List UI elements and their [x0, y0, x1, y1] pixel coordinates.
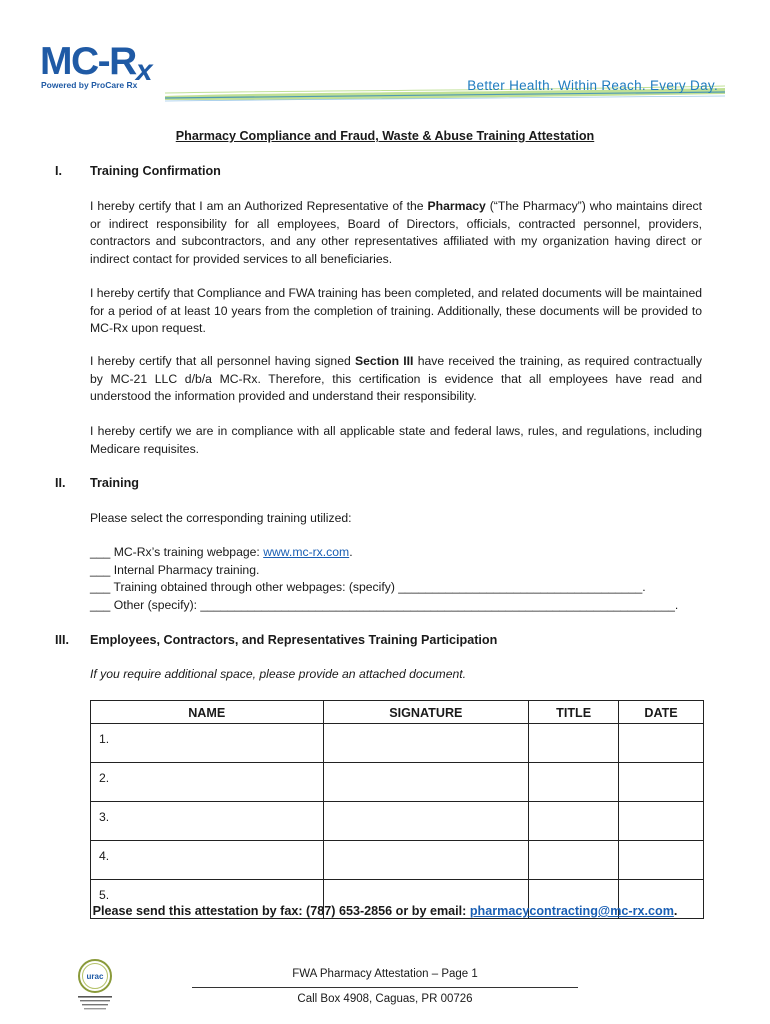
section-1-number: I.: [55, 164, 62, 178]
section-1-paragraph-1: [90, 198, 702, 268]
p1-text-a: I hereby certify that I am an Authorized Representative of the: [90, 199, 428, 213]
document-title: [0, 128, 770, 146]
p1-text-b: (“The Pharmacy”) who maintains direct or indirect responsibility for all employees, Board of Directors, officials, contracted personnel, providers, contractors and subcontractors, and any other representatives affiliated with my organization having direct or indirect contact for provided services to all beneficiaries.: [90, 199, 702, 266]
section-2-number: II.: [55, 476, 66, 490]
send-end: .: [673, 904, 678, 918]
date-cell[interactable]: [619, 763, 704, 802]
mc-rx-logo: [40, 42, 175, 94]
date-cell[interactable]: [619, 841, 704, 880]
p3-text-b: have received the training, as required contractually by MC-21 LLC d/b/a MC-Rx. Therefore, this certification is evidence that all employees have read and understood the information provided and understand their responsibility.: [90, 354, 702, 403]
column-header-name: NAME: [91, 701, 324, 724]
p3-bold: Section III: [355, 354, 414, 368]
section-2-heading: [55, 475, 139, 493]
p3-text-a: I hereby certify that all personnel having signed: [90, 354, 356, 368]
title-cell[interactable]: [529, 841, 619, 880]
signature-cell[interactable]: [323, 841, 529, 880]
column-header-date: DATE: [619, 701, 704, 724]
section-1-paragraph-2: I hereby certify that Compliance and FWA training has been completed, and related documents will be maintained for a period of at least 10 years from the completion of training. Additionally, these documents will be provided to MC-Rx upon request.: [90, 286, 702, 335]
name-cell[interactable]: 5.: [91, 880, 324, 919]
signature-cell[interactable]: [323, 763, 529, 802]
signature-cell[interactable]: [323, 802, 529, 841]
section-1-paragraph-4: I hereby certify we are in compliance with all applicable state and federal laws, rules, and regulations, including Medicare requisites.: [90, 424, 702, 456]
table-row: [91, 802, 704, 841]
document-title-text: Pharmacy Compliance and Fraud, Waste & Abuse Training Attestation: [175, 129, 595, 143]
option-1-end: .: [349, 545, 353, 559]
training-option-other[interactable]: ___ Other (specify): ______________________________________________________________________.: [90, 598, 679, 612]
title-cell[interactable]: [529, 763, 619, 802]
table-row: [91, 841, 704, 880]
footer-page-label: FWA Pharmacy Attestation – Page 1: [292, 968, 478, 980]
seal-text: urac: [86, 972, 104, 981]
date-cell[interactable]: [619, 802, 704, 841]
logo-text: MC-R: [40, 40, 136, 83]
logo-subtitle: Powered by ProCare Rx: [41, 80, 138, 90]
footer-address: Call Box 4908, Caguas, PR 00726: [297, 993, 473, 1005]
send-text: Please send this attestation by fax: (787) 653-2856 or by email:: [92, 904, 470, 918]
name-cell[interactable]: 1.: [91, 724, 324, 763]
table-row: [91, 763, 704, 802]
training-option-internal[interactable]: ___ Internal Pharmacy training.: [90, 563, 260, 577]
training-option-webpage[interactable]: [90, 544, 353, 562]
header-tagline: Better Health. Within Reach. Every Day.: [467, 78, 718, 93]
section-3-note: If you require additional space, please provide an attached document.: [90, 667, 467, 681]
name-cell[interactable]: 3.: [91, 802, 324, 841]
mc-rx-website-link[interactable]: www.mc-rx.com: [263, 545, 350, 559]
section-2-title: Training: [90, 476, 139, 490]
training-option-other-webpages[interactable]: ___ Training obtained through other webpages: (specify) ____________________________________.: [90, 580, 646, 594]
table-header-row: [91, 701, 704, 724]
logo-text-x: x: [135, 54, 151, 87]
training-intro: Please select the corresponding training utilized:: [90, 511, 352, 525]
section-3-number: III.: [55, 633, 69, 647]
option-1-text: ___ MC-Rx’s training webpage:: [90, 545, 264, 559]
send-instructions: [0, 903, 770, 921]
section-1-paragraph-3: [90, 353, 702, 406]
date-cell[interactable]: [619, 724, 704, 763]
section-1-title: Training Confirmation: [90, 164, 221, 178]
title-cell[interactable]: [529, 802, 619, 841]
section-1-heading: [55, 163, 221, 181]
name-cell[interactable]: 2.: [91, 763, 324, 802]
p1-bold: Pharmacy: [427, 199, 486, 213]
email-link[interactable]: pharmacycontracting@mc-rx.com: [469, 904, 674, 918]
column-header-signature: SIGNATURE: [323, 701, 529, 724]
signature-cell[interactable]: [323, 724, 529, 763]
column-header-title: TITLE: [529, 701, 619, 724]
title-cell[interactable]: [529, 724, 619, 763]
footer-divider: [192, 987, 578, 988]
name-cell[interactable]: 4.: [91, 841, 324, 880]
section-3-title: Employees, Contractors, and Representatives Training Participation: [90, 633, 498, 647]
training-participation-table: [90, 700, 704, 919]
table-row: [91, 724, 704, 763]
section-3-heading: [55, 632, 497, 650]
